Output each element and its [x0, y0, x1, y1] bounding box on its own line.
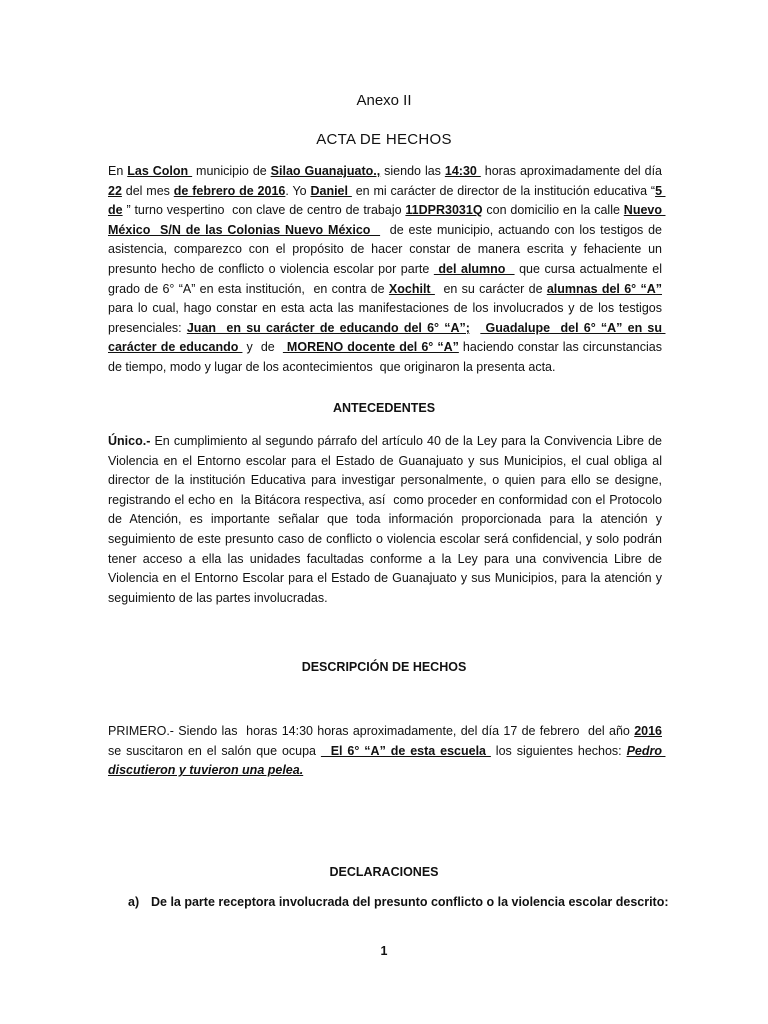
intro-text: en mi carácter de director de la institución educativa “	[351, 183, 656, 198]
field-grade: 5 de	[108, 183, 666, 218]
intro-text: siendo las	[380, 164, 445, 178]
descripcion-heading: DESCRIPCIÓN DE HECHOS	[301, 660, 467, 674]
intro-paragraph	[108, 162, 666, 378]
intro-text: del mes	[121, 183, 174, 198]
field-witness-2: Guadalupe del 6° “A” en su carácter de educando	[108, 320, 666, 355]
intro-text: que cursa actualmente el grado de 6° “A” en esta institución, en contra de	[108, 261, 666, 296]
descripcion-text: los siguientes hechos:	[490, 743, 627, 758]
intro-text: y de	[242, 340, 283, 355]
intro-text	[470, 321, 480, 335]
descripcion-paragraph	[108, 722, 666, 781]
intro-text: horas aproximadamente del día	[480, 164, 666, 178]
field-cct: 11DPR3031Q	[405, 203, 483, 218]
field-party: del alumno	[433, 261, 515, 276]
field-name: Daniel	[310, 183, 352, 198]
field-facts: Pedro discutieron y tuvieron una pelea.	[108, 743, 666, 778]
field-place: Las Colon	[127, 164, 193, 178]
intro-text: ” turno vespertino con clave de centro de trabajo	[122, 203, 406, 218]
field-city: Silao Guanajuato.,	[270, 164, 381, 178]
field-witness-1: Juan en su carácter de educando del 6° “A”;	[186, 320, 470, 335]
declaraciones-item	[128, 895, 669, 909]
antecedentes-label: Único.-	[108, 434, 151, 448]
item-marker: a)	[128, 895, 140, 909]
antecedentes-heading: ANTECEDENTES	[332, 401, 436, 415]
intro-text: en su carácter de	[434, 281, 547, 296]
field-month: de febrero de 2016	[173, 183, 286, 198]
intro-text: municipio de	[192, 164, 271, 178]
intro-text: . Yo	[285, 183, 311, 198]
field-address: Nuevo México S/N de las Colonias Nuevo México	[108, 203, 666, 237]
field-victim-role: alumnas del 6° “A”	[546, 281, 662, 296]
document-title: ACTA DE HECHOS	[316, 131, 452, 148]
declaraciones-heading: DECLARACIONES	[329, 865, 439, 879]
antecedentes-text: En cumplimiento al segundo párrafo del artículo 40 de la Ley para la Convivencia Libre de Violencia en el Entorno escolar para el Estado de Guanajuato y sus Municipios, el cual obliga al director de la institución Educativa para investigar personalmente, o quien para ello se designe, registrando el echo en la Bitácora respectiva, así como proceder en conformidad con el Protocolo de Atención, es importante señalar que toda información proporcionada para la atención y seguimiento de este presunto caso de conflicto o violencia escolar será confidencial, y solo podrán tener acceso a ella las unidades facultadas conforme a la Ley para una convivencia Libre de Violencia en el Entorno Escolar para el Estado de Guanajuato y sus Municipios, para la atención y seguimiento de las partes involucradas.	[108, 434, 666, 605]
intro-text: En	[108, 164, 128, 178]
descripcion-text: PRIMERO.- Siendo las horas 14:30 horas aproximadamente, del día 17 de febrero del año	[108, 724, 635, 738]
descripcion-text: se suscitaron en el salón que ocupa	[108, 724, 666, 758]
intro-text: de este municipio, actuando con los testigos de asistencia, comparezco con el propósito de hacer constar de manera escrita y fehaciente un presunto hecho de conflicto o violencia escolar por parte	[108, 222, 666, 276]
intro-text: para lo cual, hago constar en esta acta las manifestaciones de los involucrados y de los testigos presenciales:	[108, 281, 666, 335]
annex-label: Anexo II	[356, 92, 412, 109]
field-victim: Xochilt	[388, 281, 435, 296]
page-number: 1	[380, 944, 388, 958]
field-year: 2016	[634, 724, 662, 738]
intro-text: haciendo constar las circunstancias de tiempo, modo y lugar de los acontecimientos que originaron la presenta acta.	[108, 340, 666, 374]
antecedentes-paragraph	[108, 432, 666, 608]
field-witness-3: MORENO docente del 6° “A”	[282, 340, 459, 355]
field-day: 22	[108, 183, 122, 198]
field-time: 14:30	[444, 164, 481, 178]
intro-text: con domicilio en la calle	[482, 203, 624, 218]
item-text: De la parte receptora involucrada del presunto conflicto o la violencia escolar descrito:	[151, 895, 669, 909]
field-location: El 6° “A” de esta escuela	[320, 743, 491, 758]
